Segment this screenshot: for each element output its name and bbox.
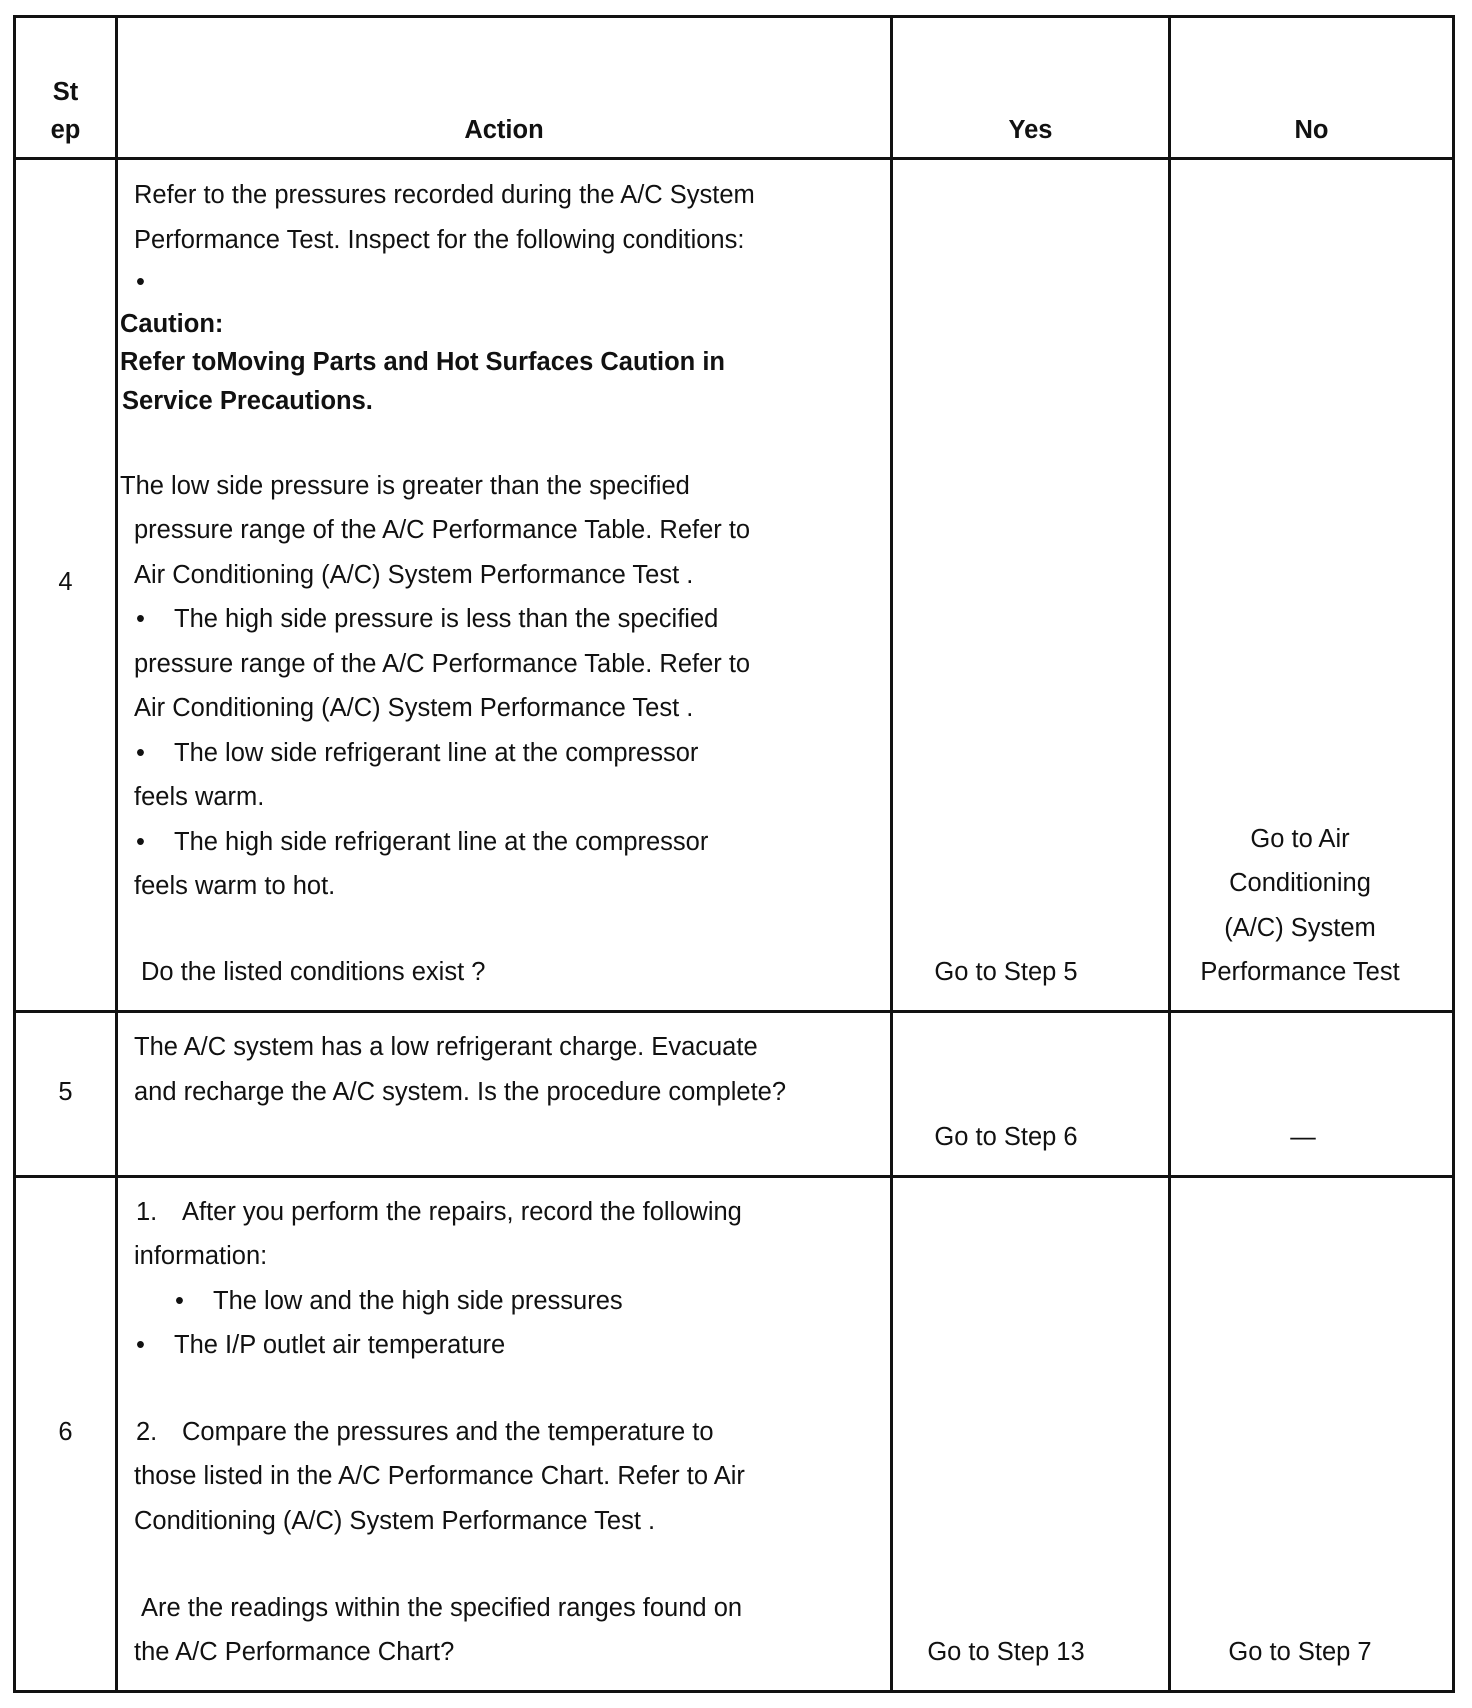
row-divider-5-6 — [13, 1175, 1455, 1178]
action-text: Conditioning (A/C) System Performance Test . — [134, 1507, 656, 1535]
condition-text: pressure range of the A/C Performance Table. Refer to — [134, 650, 751, 678]
caution-text: Service Precautions. — [122, 387, 373, 415]
row-divider-4-5 — [13, 1010, 1455, 1013]
question-text: Are the readings within the specified ranges found on — [141, 1594, 743, 1622]
step-number: 6 — [58, 1418, 73, 1446]
action-text: After you perform the repairs, record the following — [182, 1198, 742, 1226]
action-text: those listed in the A/C Performance Chart. Refer to Air — [134, 1462, 745, 1490]
bullet: • — [136, 605, 145, 633]
header-step-line2: ep — [50, 116, 81, 144]
condition-text: feels warm to hot. — [134, 872, 336, 900]
no-result: (A/C) System — [1224, 914, 1376, 942]
condition-text: Air Conditioning (A/C) System Performance Test . — [134, 694, 694, 722]
condition-text: Air Conditioning (A/C) System Performance Test . — [134, 561, 694, 589]
condition-text: The high side refrigerant line at the compressor — [174, 828, 709, 856]
bullet: • — [136, 268, 145, 296]
table-border-bottom — [13, 1690, 1455, 1693]
yes-result: Go to Step 5 — [934, 958, 1078, 986]
header-yes: Yes — [1008, 116, 1053, 144]
action-text: The A/C system has a low refrigerant charge. Evacuate — [134, 1033, 758, 1061]
yes-result: Go to Step 6 — [934, 1123, 1078, 1151]
action-text: Refer to the pressures recorded during the A/C System — [134, 181, 755, 209]
bullet: • — [136, 739, 145, 767]
header-step-line1: St — [52, 78, 79, 106]
condition-text: pressure range of the A/C Performance Table. Refer to — [134, 516, 751, 544]
no-result: Go to Air — [1250, 825, 1350, 853]
header-divider — [13, 157, 1455, 160]
step-number: 4 — [58, 568, 73, 596]
condition-text: The low side pressure is greater than the specified — [120, 472, 690, 500]
bullet: • — [136, 828, 145, 856]
condition-text: feels warm. — [134, 783, 265, 811]
header-no: No — [1294, 116, 1329, 144]
yes-result: Go to Step 13 — [927, 1638, 1085, 1666]
question-text: the A/C Performance Chart? — [134, 1638, 455, 1666]
action-text: information: — [134, 1242, 268, 1270]
column-divider-step — [115, 15, 118, 1693]
question-text: Do the listed conditions exist ? — [141, 958, 486, 986]
caution-text: Refer toMoving Parts and Hot Surfaces Caution in — [120, 348, 725, 376]
condition-text: The high side pressure is less than the specified — [174, 605, 719, 633]
table-border-right — [1452, 15, 1455, 1693]
no-result: Performance Test — [1200, 958, 1400, 986]
step-number-label: 2. — [136, 1418, 158, 1446]
table-border-top — [13, 15, 1455, 18]
no-result: Conditioning — [1229, 869, 1371, 897]
action-text: and recharge the A/C system. Is the procedure complete? — [134, 1078, 787, 1106]
bullet: • — [175, 1287, 184, 1315]
bullet-text: The low and the high side pressures — [213, 1287, 623, 1315]
bullet: • — [136, 1331, 145, 1359]
step-number-label: 1. — [136, 1198, 158, 1226]
no-result: — — [1290, 1123, 1316, 1151]
action-text: Compare the pressures and the temperature to — [182, 1418, 714, 1446]
column-divider-action — [890, 15, 893, 1693]
header-action: Action — [464, 116, 544, 144]
action-text: Performance Test. Inspect for the following conditions: — [134, 226, 745, 254]
no-result: Go to Step 7 — [1228, 1638, 1372, 1666]
condition-text: The low side refrigerant line at the compressor — [174, 739, 699, 767]
step-number: 5 — [58, 1078, 73, 1106]
bullet-text: The I/P outlet air temperature — [174, 1331, 506, 1359]
caution-title: Caution: — [120, 310, 224, 338]
